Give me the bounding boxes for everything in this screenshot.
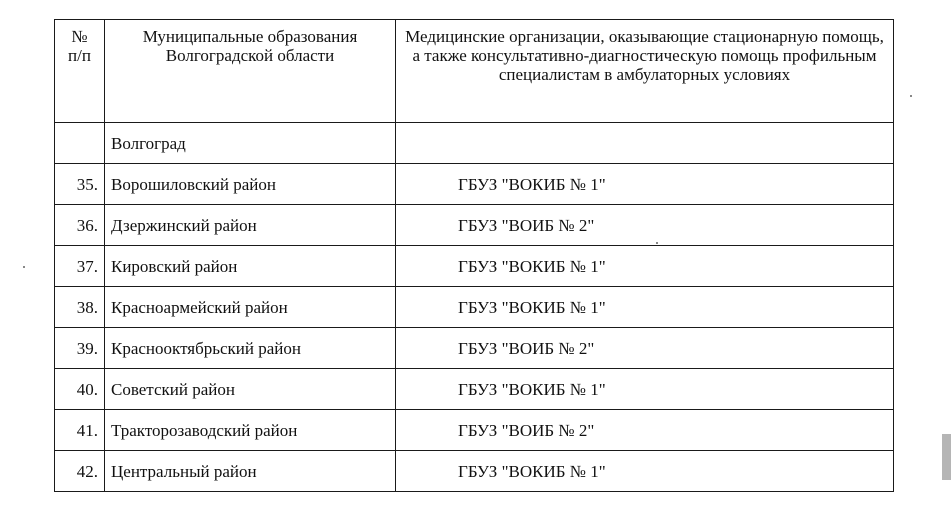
- row-district: Красноармейский район: [105, 287, 396, 328]
- row-organization: ГБУЗ "ВОИБ № 2": [396, 205, 894, 246]
- table-row: [55, 451, 894, 492]
- table-row: [55, 287, 894, 328]
- row-organization: ГБУЗ "ВОИБ № 2": [396, 328, 894, 369]
- row-organization: ГБУЗ "ВОИБ № 2": [396, 410, 894, 451]
- row-organization: ГБУЗ "ВОКИБ № 1": [396, 369, 894, 410]
- row-number: 38.: [55, 287, 105, 328]
- table-row: [55, 328, 894, 369]
- row-number: 39.: [55, 328, 105, 369]
- city-number-cell: [55, 123, 105, 164]
- row-number: 40.: [55, 369, 105, 410]
- row-district: Тракторозаводский район: [105, 410, 396, 451]
- scan-speck: [23, 266, 25, 268]
- page-edge-mark: [942, 434, 951, 480]
- row-number: 35.: [55, 164, 105, 205]
- row-district: Дзержинский район: [105, 205, 396, 246]
- row-district: Центральный район: [105, 451, 396, 492]
- city-row: [55, 123, 894, 164]
- header-number-line2: п/п: [68, 46, 91, 65]
- table-row: [55, 164, 894, 205]
- scan-speck: [910, 95, 912, 97]
- row-organization: ГБУЗ "ВОКИБ № 1": [396, 451, 894, 492]
- scan-speck: [656, 242, 658, 244]
- table-row: [55, 205, 894, 246]
- medical-organizations-table: [54, 19, 894, 492]
- table-row: [55, 410, 894, 451]
- table-row: [55, 369, 894, 410]
- row-district: Кировский район: [105, 246, 396, 287]
- city-name: Волгоград: [105, 123, 396, 164]
- table-header-row: [55, 20, 894, 123]
- row-district: Ворошиловский район: [105, 164, 396, 205]
- row-organization: ГБУЗ "ВОКИБ № 1": [396, 164, 894, 205]
- row-number: 41.: [55, 410, 105, 451]
- header-organizations: [396, 20, 894, 123]
- header-organizations-text: Медицинские организации, оказывающие стационарную помощь, а также консультативно-диагностическую помощь профильным специалистам в амбулаторных условиях: [405, 27, 884, 84]
- row-district: Советский район: [105, 369, 396, 410]
- row-organization: ГБУЗ "ВОКИБ № 1": [396, 287, 894, 328]
- row-number: 36.: [55, 205, 105, 246]
- city-organization-cell: [396, 123, 894, 164]
- row-organization: ГБУЗ "ВОКИБ № 1": [396, 246, 894, 287]
- header-municipality-text: Муниципальные образования Волгоградской области: [142, 27, 358, 65]
- row-number: 37.: [55, 246, 105, 287]
- row-district: Краснооктябрьский район: [105, 328, 396, 369]
- header-number: [55, 20, 105, 123]
- header-number-line1: №: [71, 27, 88, 46]
- table-row: [55, 246, 894, 287]
- row-number: 42.: [55, 451, 105, 492]
- header-municipality: [105, 20, 396, 123]
